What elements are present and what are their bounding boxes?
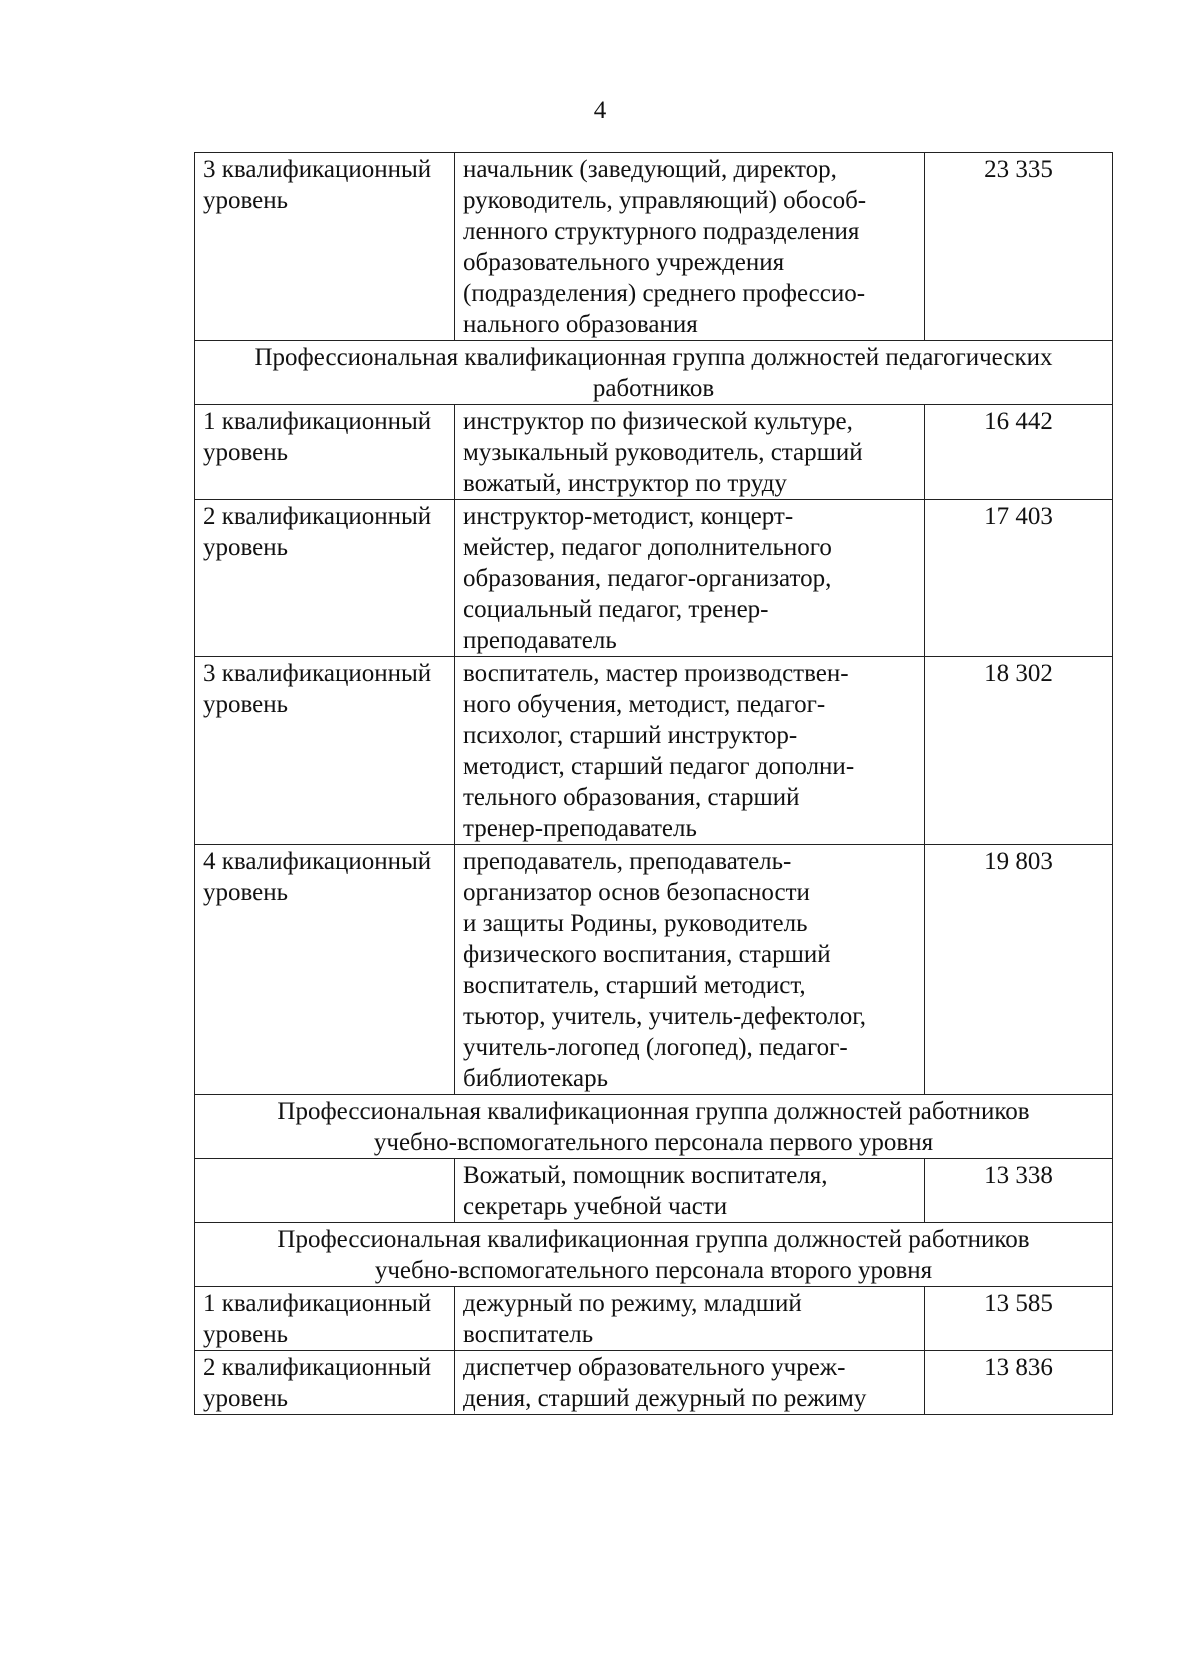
positions-cell [455,405,925,500]
table-row [195,153,1113,341]
table-row [195,1287,1113,1351]
table-row-group [195,341,1113,405]
positions-cell [455,1287,925,1351]
table-row [195,405,1113,500]
positions-cell [455,1351,925,1415]
group-header-cell [195,1095,1113,1159]
table-row [195,1351,1113,1415]
qualification-level: 1 квалификационный уровень [203,408,432,466]
positions-cell [455,153,925,341]
qualification-level: 2 квалификационный уровень [203,503,432,561]
salary-value: 13 585 [984,1290,1053,1317]
salary-cell [925,1351,1113,1415]
positions-list: инструктор-методист, концерт- мейстер, педагог дополнительного образования, педагог-организатор, социальный педагог, тренер- преподаватель [463,503,832,654]
salary-value: 16 442 [984,408,1053,435]
qualification-level: 3 квалификационный уровень [203,156,432,214]
positions-cell [455,845,925,1095]
salary-value: 13 836 [984,1354,1053,1381]
qualification-level-cell [195,657,455,845]
page-number: 4 [593,97,607,124]
group-title: Профессиональная квалификационная группа должностей работников учебно-вспомогательного персонала первого уровня [277,1098,1030,1156]
salary-cell [925,657,1113,845]
qualification-level-cell [195,405,455,500]
positions-list: инструктор по физической культуре, музыкальный руководитель, старший вожатый, инструктор по труду [463,408,863,497]
positions-cell [455,657,925,845]
group-header-cell [195,1223,1113,1287]
qualification-level: 1 квалификационный уровень [203,1290,432,1348]
table-row [195,845,1113,1095]
qualification-level-cell [195,1351,455,1415]
qualification-level-cell [195,845,455,1095]
salary-value: 19 803 [984,848,1053,875]
salary-cell [925,405,1113,500]
qualification-level-cell [195,1159,455,1223]
table-row [195,500,1113,657]
positions-cell [455,1159,925,1223]
salary-cell [925,1287,1113,1351]
salary-cell [925,153,1113,341]
positions-list: диспетчер образовательного учреж- дения, старший дежурный по режиму [463,1354,867,1412]
salary-value: 13 338 [984,1162,1053,1189]
salary-value: 18 302 [984,660,1053,687]
group-title: Профессиональная квалификационная группа должностей педагогических работников [254,344,1053,402]
qualification-level-cell [195,1287,455,1351]
qualification-level-cell [195,153,455,341]
positions-list: преподаватель, преподаватель- организатор основ безопасности и защиты Родины, руководитель физического воспитания, старший воспитатель, старший методист, тьютор, учитель, учитель-дефектолог, учитель-логопед (логопед), педагог- библиотекарь [463,848,866,1092]
positions-list: дежурный по режиму, младший воспитатель [463,1290,802,1348]
salary-cell [925,500,1113,657]
table-row [195,1159,1113,1223]
qualification-level-cell [195,500,455,657]
table-row-group [195,1095,1113,1159]
positions-cell [455,500,925,657]
salary-value: 23 335 [984,156,1053,183]
table-row [195,657,1113,845]
qualification-level: 3 квалификационный уровень [203,660,432,718]
qualification-level: 4 квалификационный уровень [203,848,432,906]
group-header-cell [195,341,1113,405]
positions-list: начальник (заведующий, директор, руководитель, управляющий) обособ- ленного структурного подразделения образовательного учреждения (подразделения) среднего профессио- нального образования [463,156,867,338]
salary-table [194,152,1113,1415]
positions-list: воспитатель, мастер производствен- ного обучения, методист, педагог- психолог, старший инструктор- методист, старший педагог дополни- тельного образования, старший тренер-преподаватель [463,660,855,842]
group-title: Профессиональная квалификационная группа должностей работников учебно-вспомогательного персонала второго уровня [277,1226,1030,1284]
qualification-level: 2 квалификационный уровень [203,1354,432,1412]
salary-cell [925,1159,1113,1223]
positions-list: Вожатый, помощник воспитателя, секретарь учебной части [463,1162,828,1220]
salary-cell [925,845,1113,1095]
table-row-group [195,1223,1113,1287]
salary-value: 17 403 [984,503,1053,530]
